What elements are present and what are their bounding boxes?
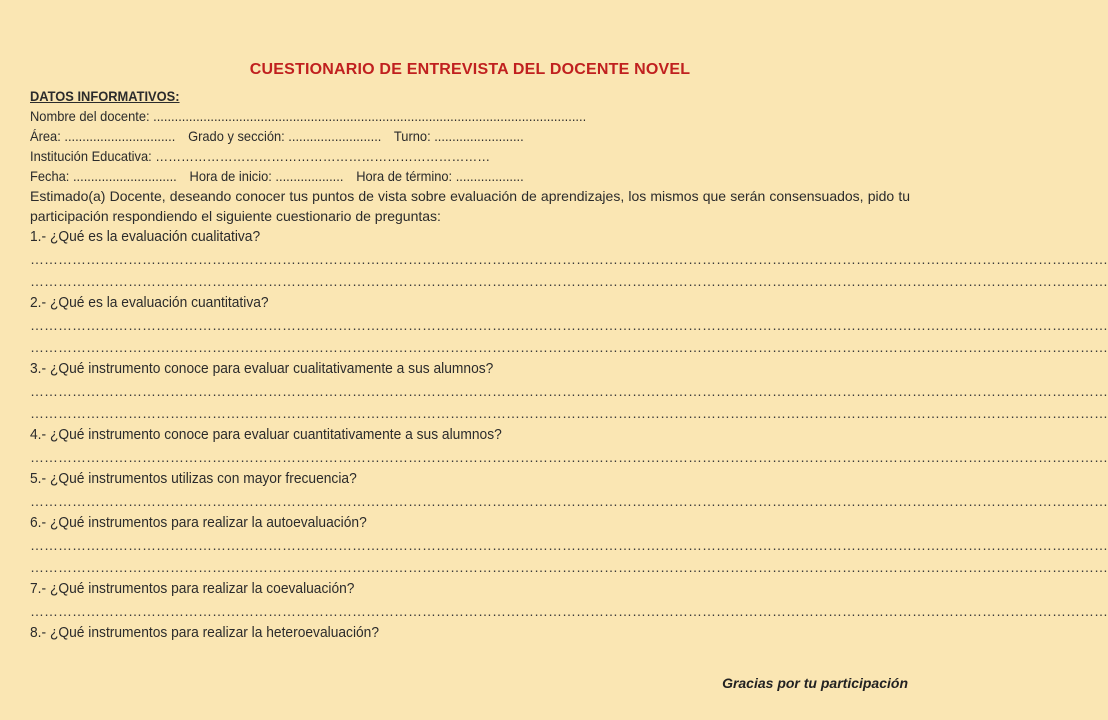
question-text: ¿Qué instrumento conoce para evaluar cualitativamente a sus alumnos? [49, 360, 494, 377]
question-number: 3.- [30, 360, 47, 377]
question-number: 4.- [30, 426, 47, 443]
answer-line[interactable]: …………………………………………………………………………………………………………………………………………………………………………………………………………… [30, 251, 1108, 267]
question-text: ¿Qué instrumentos para realizar la autoevaluación? [49, 514, 367, 531]
answer-line[interactable]: …………………………………………………………………………………………………………………………………………………………………………………………………………… [30, 449, 1108, 465]
intro-paragraph: Estimado(a) Docente, deseando conocer tus puntos de vista sobre evaluación de aprendizajes, los mismos que serán consensuados, pido tu participación respondiendo el siguiente cuestionario de preguntas: [30, 188, 910, 224]
answer-line[interactable]: …………………………………………………………………………………………………………………………………………………………………………………………………………… [30, 383, 1108, 399]
question-number: 1.- [30, 228, 47, 245]
field-institucion: Institución Educativa: …………………………………………………………………… [30, 148, 491, 164]
thanks-note: Gracias por tu participación [722, 675, 908, 691]
section-heading: DATOS INFORMATIVOS: [30, 88, 180, 104]
field-row-area [30, 126, 840, 146]
question-1 [30, 226, 840, 248]
answer-line[interactable]: …………………………………………………………………………………………………………………………………………………………………………………………………………… [30, 537, 1108, 553]
field-grado-seccion: Grado y sección: .......................... [188, 128, 382, 144]
question-text: ¿Qué instrumentos para realizar la coevaluación? [49, 580, 355, 597]
question-3 [30, 358, 840, 380]
answer-line[interactable]: …………………………………………………………………………………………………………………………………………………………………………………………………………… [30, 559, 1108, 575]
field-row-fecha [30, 166, 840, 186]
question-number: 7.- [30, 580, 47, 597]
document-title: CUESTIONARIO DE ENTREVISTA DEL DOCENTE NOVEL [249, 61, 691, 78]
field-area: Área: ............................... [30, 128, 176, 144]
answer-line[interactable]: …………………………………………………………………………………………………………………………………………………………………………………………………………… [30, 339, 1108, 355]
answer-line[interactable]: …………………………………………………………………………………………………………………………………………………………………………………………………………… [30, 603, 1108, 619]
question-2 [30, 292, 840, 314]
question-number: 2.- [30, 294, 47, 311]
answer-line[interactable]: …………………………………………………………………………………………………………………………………………………………………………………………………………… [30, 405, 1108, 421]
question-text: ¿Qué instrumentos utilizas con mayor frecuencia? [49, 470, 357, 487]
question-5 [30, 468, 840, 490]
field-nombre-docente: Nombre del docente: ......................................................................................................................... [30, 108, 587, 124]
question-number: 8.- [30, 624, 47, 641]
question-number: 6.- [30, 514, 47, 531]
answer-line[interactable]: …………………………………………………………………………………………………………………………………………………………………………………………………………… [30, 273, 1108, 289]
answer-line[interactable]: …………………………………………………………………………………………………………………………………………………………………………………………………………… [30, 317, 1108, 333]
question-text: ¿Qué instrumento conoce para evaluar cuantitativamente a sus alumnos? [49, 426, 502, 443]
field-hora-inicio: Hora de inicio: ................... [189, 168, 344, 184]
question-text: ¿Qué es la evaluación cuantitativa? [49, 294, 269, 311]
question-6 [30, 512, 840, 534]
field-turno: Turno: ......................... [393, 128, 524, 144]
question-number: 5.- [30, 470, 47, 487]
question-text: ¿Qué instrumentos para realizar la heteroevaluación? [49, 624, 380, 641]
question-8 [30, 622, 840, 644]
question-text: ¿Qué es la evaluación cualitativa? [49, 228, 261, 245]
questionnaire-page [30, 60, 1108, 644]
field-fecha: Fecha: ............................. [30, 168, 177, 184]
question-4 [30, 424, 840, 446]
question-7 [30, 578, 840, 600]
answer-line[interactable]: …………………………………………………………………………………………………………………………………………………………………………………………………………… [30, 493, 1108, 509]
field-hora-termino: Hora de término: ................... [356, 168, 524, 184]
